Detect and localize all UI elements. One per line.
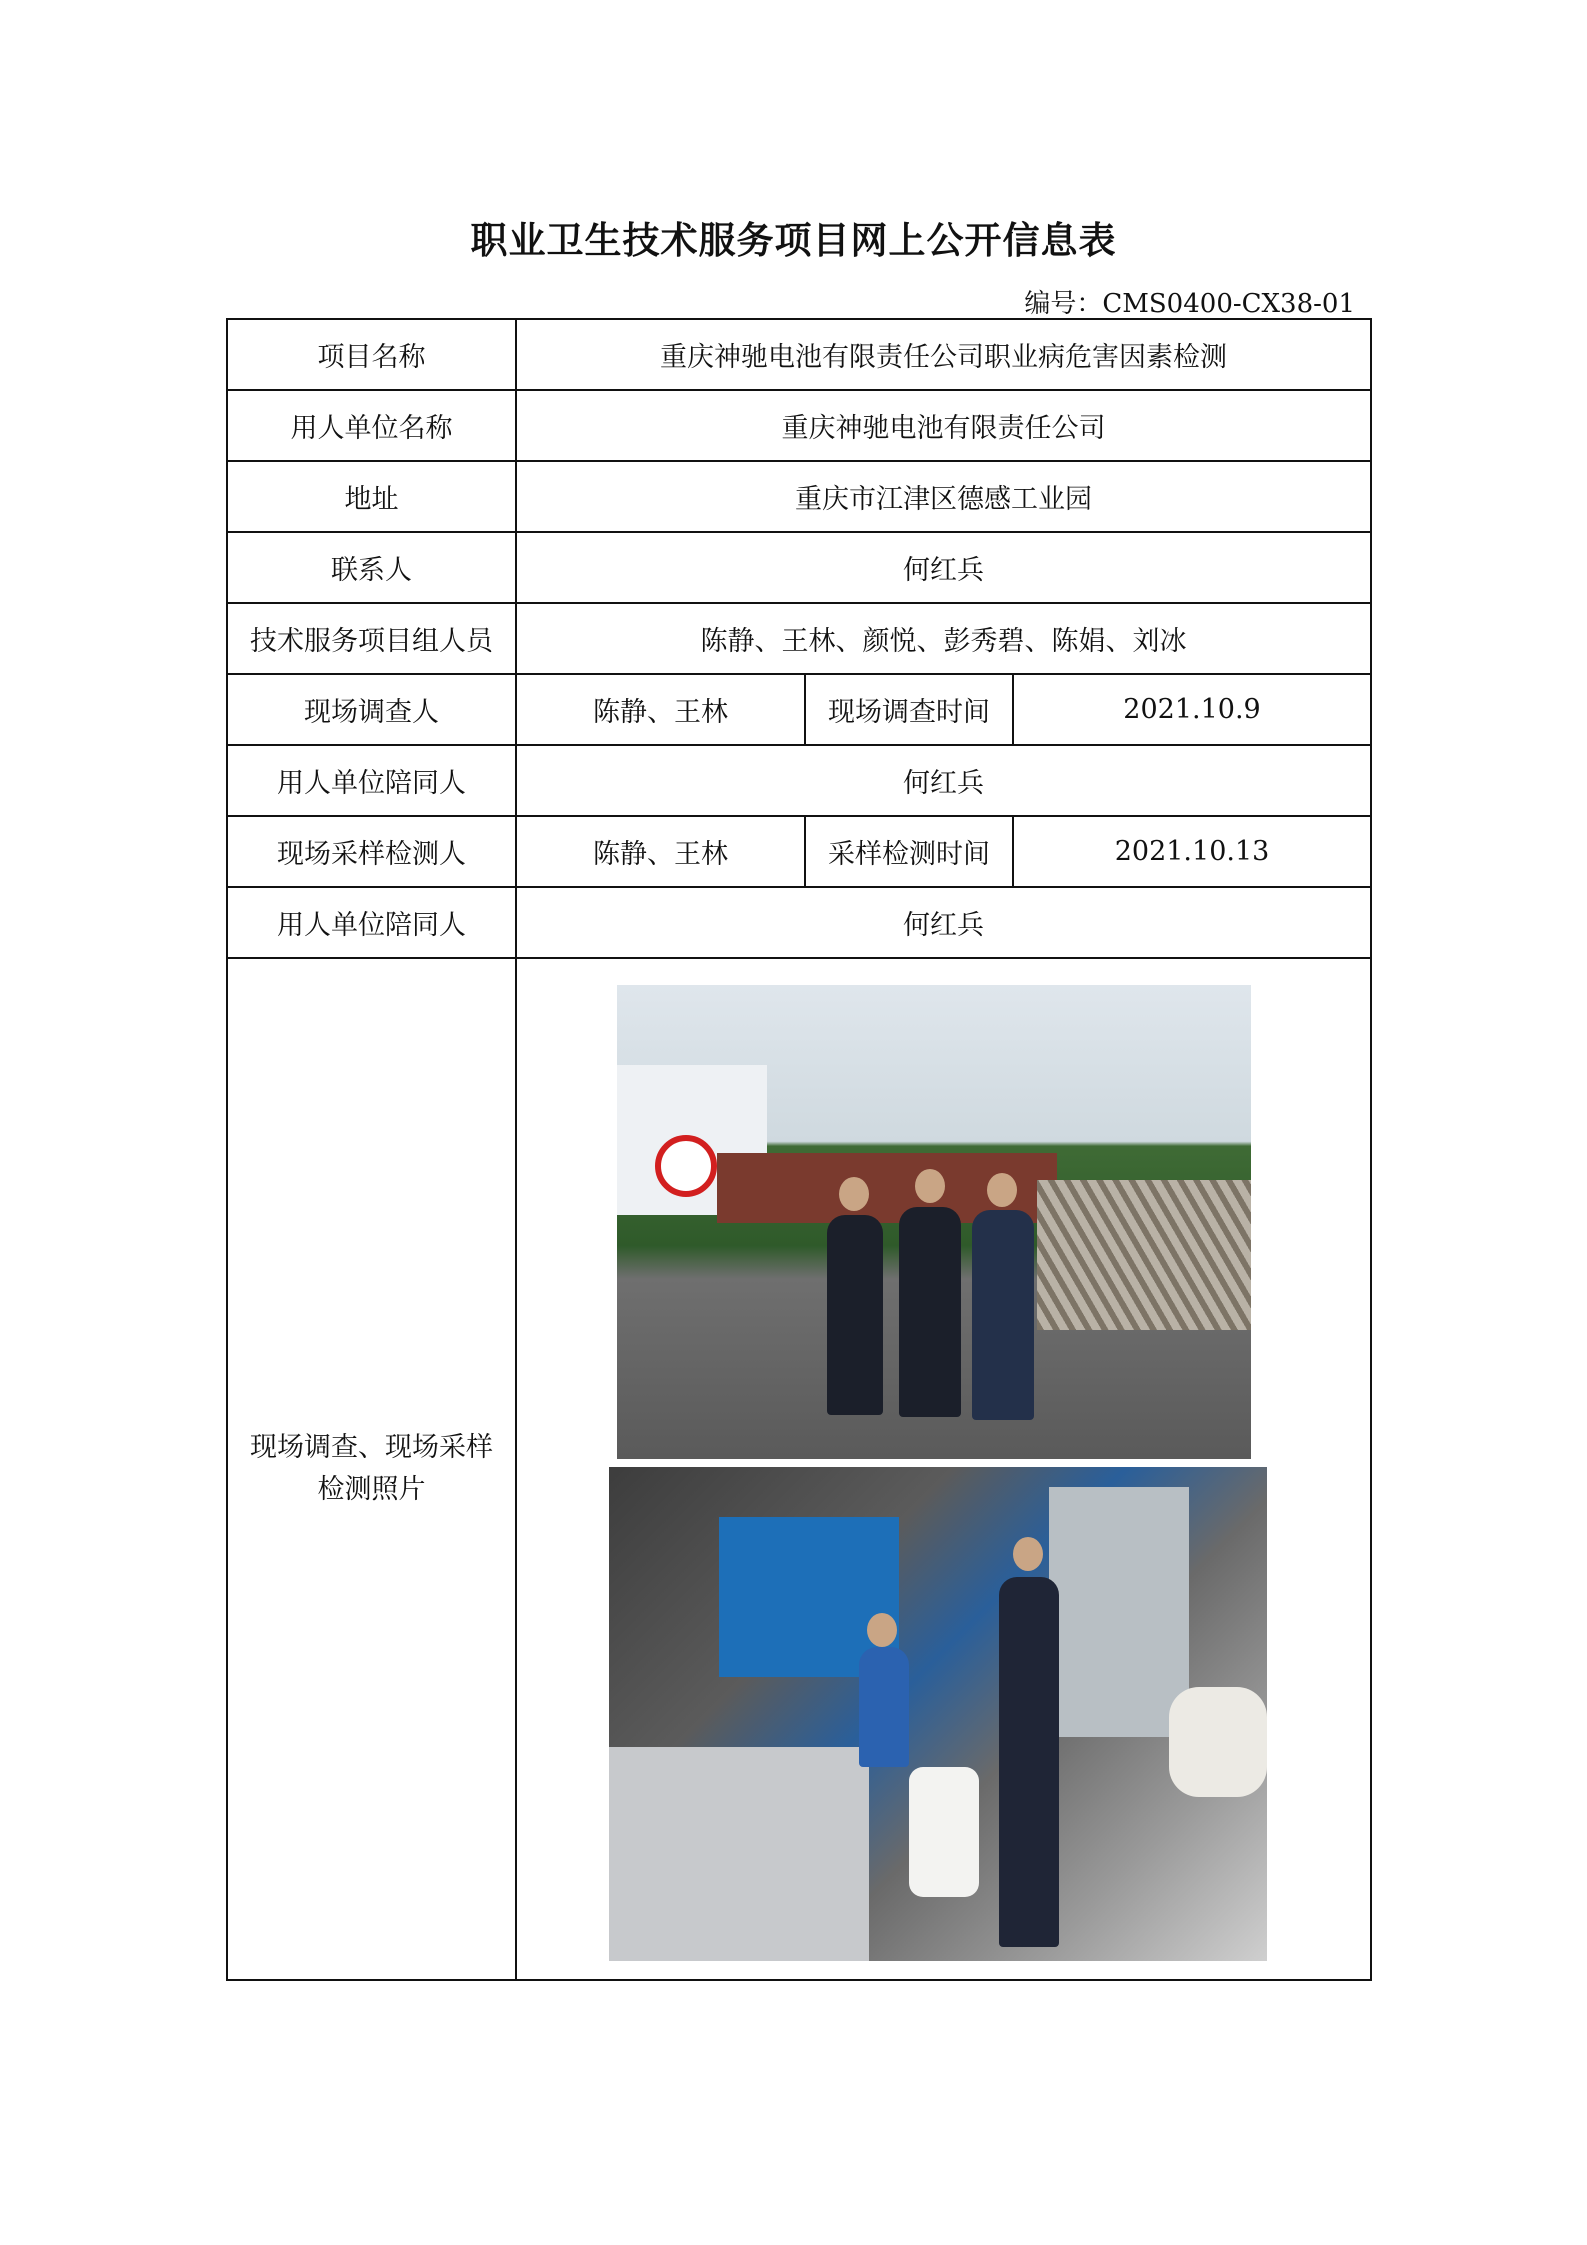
team-value: 陈静、王林、颜悦、彭秀碧、陈娟、刘冰 [516, 603, 1371, 674]
person-head [987, 1173, 1017, 1207]
document-code: 编号：CMS0400-CX38-01 [1024, 289, 1355, 319]
person-head [867, 1613, 897, 1647]
table-row [227, 887, 1371, 958]
factory-gate [1037, 1180, 1251, 1330]
speed-limit-sign-icon [655, 1135, 717, 1197]
table-row [227, 958, 1371, 1980]
photos-cell [516, 958, 1371, 1980]
escort-value: 何红兵 [516, 745, 1371, 816]
escort-label-2: 用人单位陪同人 [227, 887, 516, 958]
site-sampling-photo [609, 1467, 1267, 1961]
escort-value-2: 何红兵 [516, 887, 1371, 958]
project-name-label: 项目名称 [227, 319, 516, 390]
photos-label-text: 现场调查、现场采样 检测照片 [250, 1432, 493, 1505]
address-label: 地址 [227, 461, 516, 532]
sampling-time-label: 采样检测时间 [805, 816, 1013, 887]
site-survey-photo [617, 985, 1251, 1459]
table-row [227, 319, 1371, 390]
material-bags [1169, 1687, 1267, 1797]
white-bag [909, 1767, 979, 1897]
person-head [839, 1177, 869, 1211]
survey-time-label: 现场调查时间 [805, 674, 1013, 745]
employer-value: 重庆神驰电池有限责任公司 [516, 390, 1371, 461]
table-row [227, 674, 1371, 745]
document-title: 职业卫生技术服务项目网上公开信息表 [470, 218, 1117, 262]
survey-person-value: 陈静、王林 [516, 674, 805, 745]
survey-time-value: 2021.10.9 [1013, 674, 1371, 745]
production-machine [609, 1747, 869, 1961]
sampling-person-label: 现场采样检测人 [227, 816, 516, 887]
table-row [227, 532, 1371, 603]
person [859, 1647, 909, 1767]
person-head [915, 1169, 945, 1203]
contact-value: 何红兵 [516, 532, 1371, 603]
sampling-person-value: 陈静、王林 [516, 816, 805, 887]
person [999, 1577, 1059, 1947]
escort-label: 用人单位陪同人 [227, 745, 516, 816]
workshop-door [1049, 1487, 1189, 1737]
person-head [1013, 1537, 1043, 1571]
project-name-value: 重庆神驰电池有限责任公司职业病危害因素检测 [516, 319, 1371, 390]
info-table [226, 318, 1372, 1981]
table-row [227, 390, 1371, 461]
team-label: 技术服务项目组人员 [227, 603, 516, 674]
person [899, 1207, 961, 1417]
table-row [227, 603, 1371, 674]
employer-label: 用人单位名称 [227, 390, 516, 461]
address-value: 重庆市江津区德感工业园 [516, 461, 1371, 532]
person [972, 1210, 1034, 1420]
contact-label: 联系人 [227, 532, 516, 603]
table-row [227, 461, 1371, 532]
survey-person-label: 现场调查人 [227, 674, 516, 745]
table-row [227, 816, 1371, 887]
photos-label [227, 958, 516, 1980]
sampling-time-value: 2021.10.13 [1013, 816, 1371, 887]
person [827, 1215, 883, 1415]
table-row [227, 745, 1371, 816]
